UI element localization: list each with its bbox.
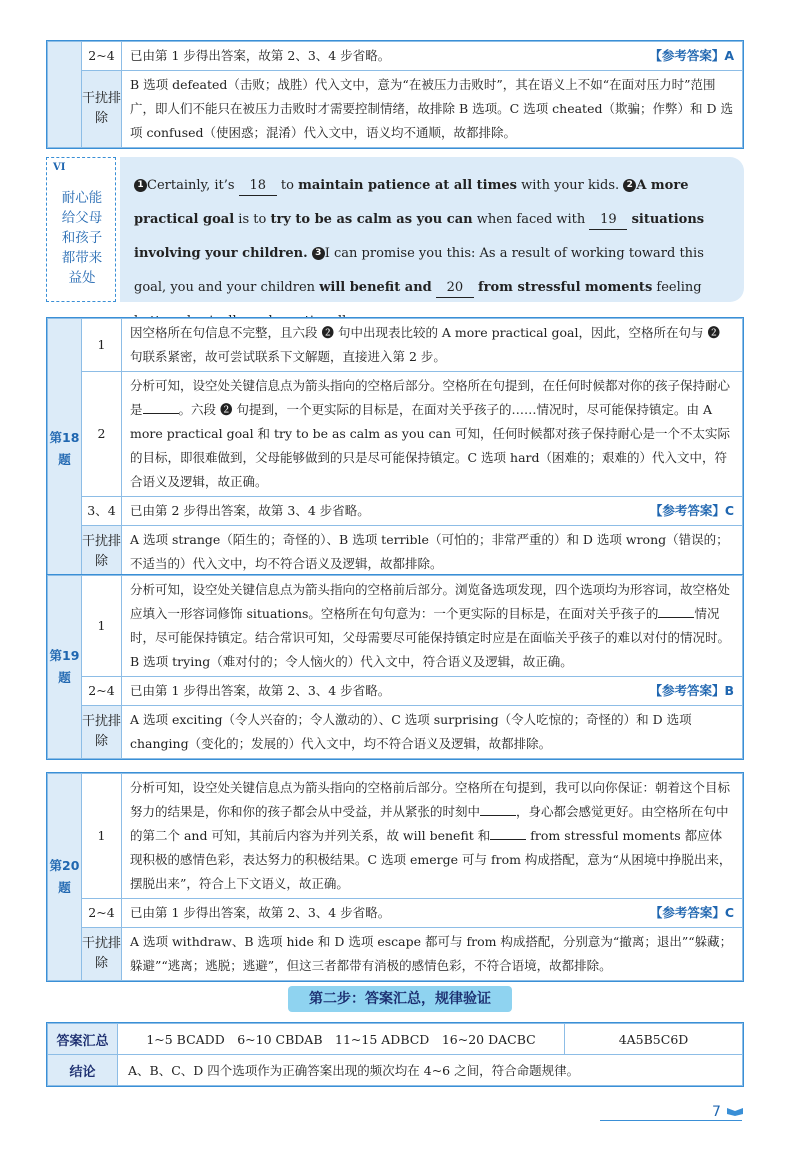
q18-table [46, 317, 744, 580]
distractor-label: 干扰排除 [82, 928, 122, 981]
step-text-content: 已由第 1 步得出答案，故第 2、3、4 步省略。 [130, 683, 391, 698]
paragraph-tag [46, 157, 116, 302]
q19-table [46, 574, 744, 760]
sentence-number: 3 [312, 247, 325, 260]
blank-19: 19 [589, 211, 627, 230]
blank-18: 18 [239, 177, 277, 196]
step-text-content: 分析可知，设空处关键信息点为箭头指向的空格前后部分。空格所在句提到，我可以向你保证：朝着这个目标努力的结果是，你和你的孩子都会从中受益，并从紧张的时刻中 [130, 780, 731, 819]
step-text-content: 已由第 1 步得出答案，故第 2、3、4 步省略。 [130, 905, 391, 920]
step-text [122, 576, 743, 677]
conclusion-text: A、B、C、D 四个选项作为正确答案出现的频次均在 4~6 之间，符合命题规律。 [118, 1055, 743, 1086]
step-text [122, 372, 743, 497]
step-text [122, 774, 743, 899]
footer-rule [600, 1120, 742, 1121]
distractor-text: A 选项 strange（陌生的；奇怪的）、B 选项 terrible（可怕的；非常严重的）和 D 选项 wrong（错误的；不适当的）代入文中，均不符合语义及逻辑，故都排除。 [122, 526, 743, 579]
passage-span: with your kids. [521, 178, 620, 193]
book-icon [726, 1106, 744, 1116]
reference-answer: 【参考答案】A [649, 48, 734, 63]
reference-answer: 【参考答案】B [649, 683, 734, 698]
passage-key: A more practical goal [134, 178, 689, 227]
passage-span: when faced with [476, 212, 586, 227]
step-cell: 2~4 [82, 677, 122, 706]
passage-text [120, 157, 744, 302]
passage-span: I can promise you this: As a result of working toward this goal, you and your children [134, 246, 704, 295]
question-label: 第19题 [48, 576, 82, 759]
passage-span: to [280, 178, 294, 193]
step-text-content: 情况时，尽可能保持镇定。结合常识可知，父母需要尽可能保持镇定时应是在面临关乎孩子的难以对付的情况时。B 选项 trying（难对付的；令人恼火的）代入文中，符合语义及逻辑，故正确。 [130, 606, 731, 669]
reference-answer: 【参考答案】C [649, 905, 734, 920]
summary-label: 答案汇总 [48, 1024, 118, 1055]
sentence-number: 2 [623, 179, 636, 192]
step-text-content: 。六段 ❷ 句提到，一个更实际的目标是，在面对关乎孩子的……情况时，尽可能保持镇定。由 A more practical goal 和 try to be as calm as you can 可知，任何时候都对孩子保持耐心是一个不太实际的目标，即很难做到，父母能够做到的只是尽可能保持镇定。C 选项 hard（困难的；艰难的）代入文中，符合语义及逻辑，故正确。 [130, 402, 731, 489]
passage-key: try to be as calm as you can [270, 212, 473, 227]
step-text-content: ，身心都会感觉更好。由空格所在句中的第二个 and 可知，其前后内容为并列关系，故 will benefit 和 [130, 804, 729, 843]
answer-blank [490, 826, 526, 840]
step-text [122, 677, 743, 706]
step-cell: 1 [82, 774, 122, 899]
distractor-text: A 选项 withdraw、B 选项 hide 和 D 选项 escape 都可与 from 构成搭配，分别意为“撤离；退出”“躲藏；躲避”“逃离；逃脱；逃避”，但这三者都带有消极的感情色彩，不符合语境，故都排除。 [122, 928, 743, 981]
answer-blank [143, 400, 179, 414]
q17-table [46, 40, 744, 149]
answer-blank [658, 604, 694, 618]
paragraph-topic: 耐心能给父母和孩子都带来益处 [61, 190, 103, 286]
answer-blank [480, 802, 516, 816]
distractor-label: 干扰排除 [82, 706, 122, 759]
page-number: 7 [712, 1104, 721, 1120]
passage-key: from stressful moments [478, 280, 653, 295]
step-text [122, 497, 743, 526]
distractor-text: B 选项 defeated（击败；战胜）代入文中，意为“在被压力击败时”，其在语义上不如“在面对压力时”范围广，即人们不能只在被压力击败时才需要控制情绪，故排除 B 选项。C 选项 cheated（欺骗；作弊）和 D 选项 confused（使困惑；混淆）代入文中，语义均不通顺，故都排除。 [122, 71, 743, 148]
step-cell: 1 [82, 576, 122, 677]
summary-count: 4A5B5C6D [565, 1024, 743, 1055]
step2-banner: 第二步：答案汇总，规律验证 [288, 986, 512, 1012]
passage-block [46, 157, 744, 302]
step-text [122, 899, 743, 928]
conclusion-label: 结论 [48, 1055, 118, 1086]
question-label: 第18题 [48, 319, 82, 579]
passage-span: Certainly, it’s [147, 178, 235, 193]
passage-span: is to [238, 212, 267, 227]
paragraph-number: VI [53, 162, 66, 173]
step-cell: 1 [82, 319, 122, 372]
step-text-content: 已由第 2 步得出答案，故第 3、4 步省略。 [130, 503, 370, 518]
passage-key: will benefit and [319, 280, 432, 295]
passage-span: feeling [656, 280, 702, 295]
summary-answers: 1~5 BCADD 6~10 CBDAB 11~15 ADBCD 16~20 DACBC [118, 1024, 565, 1055]
q17-side [48, 42, 82, 148]
step-text-content: 分析可知，设空处关键信息点为箭头指向的空格前后部分。浏览备选项发现，四个选项均为形容词，故空格处应填入一形容词修饰 situations。空格所在句句意为：一个更实际的目标是，在面对关乎孩子的 [130, 582, 731, 621]
question-label: 第20题 [48, 774, 82, 981]
distractor-label: 干扰排除 [82, 526, 122, 579]
step-text-content: 已由第 1 步得出答案，故第 2、3、4 步省略。 [130, 48, 391, 63]
q20-table [46, 772, 744, 982]
step-text [122, 42, 743, 71]
step-cell: 2~4 [82, 42, 122, 71]
distractor-label: 干扰排除 [82, 71, 122, 148]
step-cell: 3、4 [82, 497, 122, 526]
summary-table [46, 1022, 744, 1087]
step-text-content: 分析可知，设空处关键信息点为箭头指向的空格后部分。空格所在句提到，在任何时候都对你的孩子保持耐心是 [130, 378, 731, 417]
step-text: 因空格所在句信息不完整，且六段 ❷ 句中出现表比较的 A more practical goal，因此，空格所在句与 ❷ 句联系紧密，故可尝试联系下文解题，直接进入第 2 步。 [122, 319, 743, 372]
step-cell: 2 [82, 372, 122, 497]
passage-key: maintain patience at all times [298, 178, 517, 193]
sentence-number: 1 [134, 179, 147, 192]
passage-key: situations involving your children. [134, 212, 705, 261]
reference-answer: 【参考答案】C [649, 503, 734, 518]
blank-20: 20 [436, 279, 474, 298]
step-text-content: from stressful moments 都应体现积极的感情色彩，表达努力的积极结果。C 选项 emerge 可与 from 构成搭配，意为“从困境中挣脱出来，摆脱出来”，符合上下文语义，故正确。 [130, 828, 732, 891]
step-cell: 2~4 [82, 899, 122, 928]
distractor-text: A 选项 exciting（令人兴奋的；令人激动的）、C 选项 surprising（令人吃惊的；奇怪的）和 D 选项 changing（变化的；发展的）代入文中，均不符合语义及逻辑，故都排除。 [122, 706, 743, 759]
